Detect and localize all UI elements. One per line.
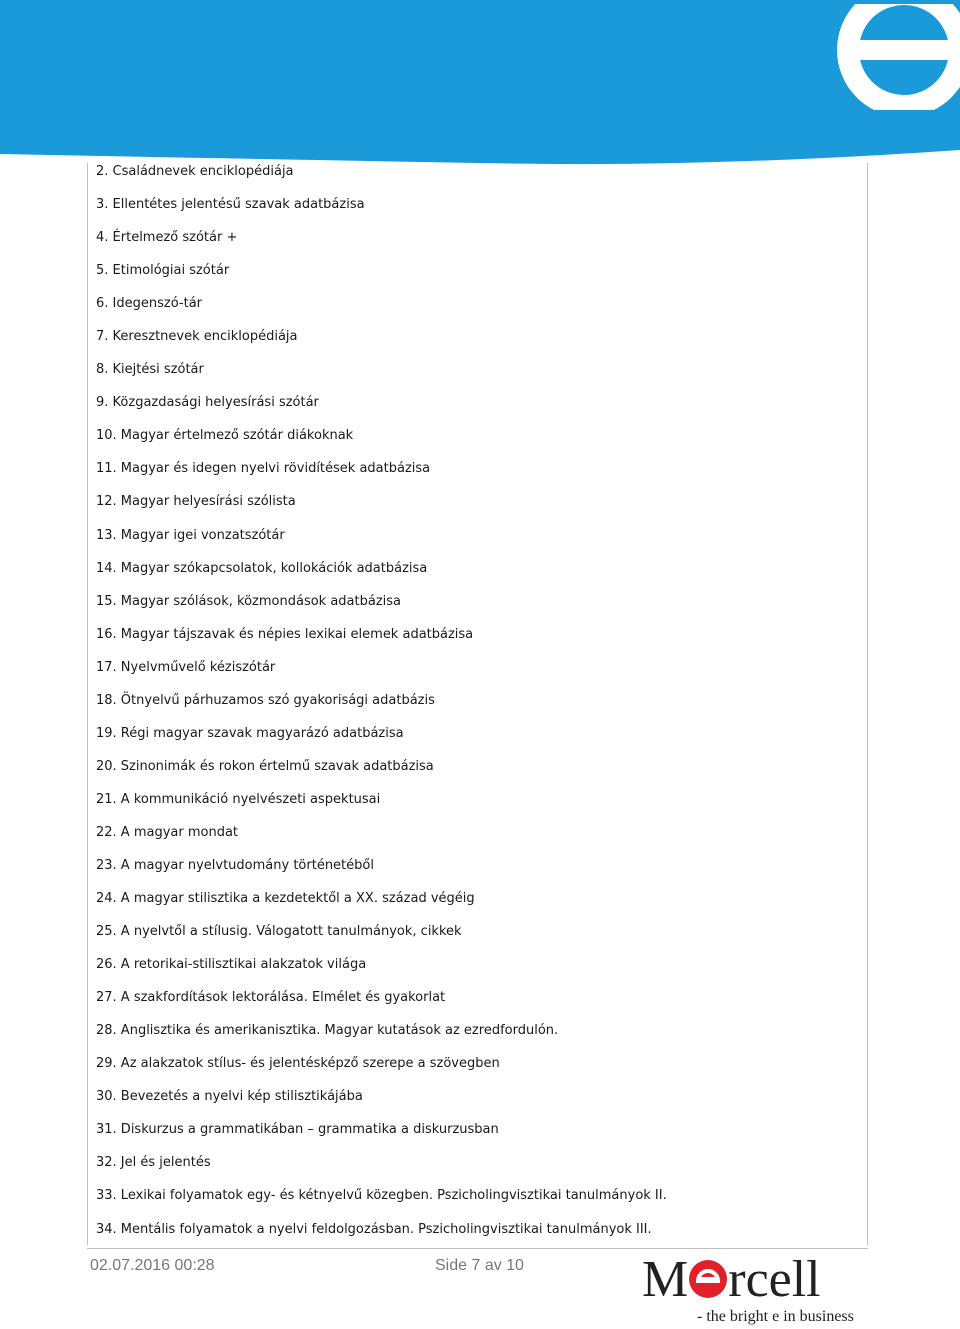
list-item: 24. A magyar stilisztika a kezdetektől a XX. század végéig <box>96 891 475 907</box>
list-item: 11. Magyar és idegen nyelvi rövidítések adatbázisa <box>96 461 431 477</box>
header-e-logo-icon <box>820 0 960 110</box>
list-item: 2. Családnevek enciklopédiája <box>96 164 294 179</box>
header-banner <box>0 0 960 165</box>
list-item: 34. Mentális folyamatok a nyelvi feldolgozásban. Pszicholingvisztikai tanulmányok III. <box>96 1221 652 1237</box>
list-item: 8. Kiejtési szótár <box>96 362 204 378</box>
list-item: 31. Diskurzus a grammatikában – grammatika a diskurzusban <box>96 1122 499 1138</box>
list-item: 10. Magyar értelmező szótár diákoknak <box>96 428 354 444</box>
list-item: 21. A kommunikáció nyelvészeti aspektusai <box>96 791 381 807</box>
list-item: 20. Szinonimák és rokon értelmű szavak adatbázisa <box>96 758 434 774</box>
list-item: 19. Régi magyar szavak magyarázó adatbázisa <box>96 725 404 741</box>
dictionary-list <box>96 162 667 1253</box>
brand-name-prefix: M <box>642 1251 689 1308</box>
list-item: 15. Magyar szólások, közmondások adatbázisa <box>96 593 402 609</box>
list-item: 7. Keresztnevek enciklopédiája <box>96 329 298 345</box>
list-item: 18. Ötnyelvű párhuzamos szó gyakorisági adatbázis <box>96 692 435 708</box>
list-item: 12. Magyar helyesírási szólista <box>96 494 296 510</box>
list-item: 4. Értelmező szótár + <box>96 230 238 246</box>
brand-e-mark-icon <box>689 1254 727 1292</box>
list-item: 26. A retorikai-stilisztikai alakzatok világa <box>96 957 367 973</box>
list-item: 30. Bevezetés a nyelvi kép stilisztikájába <box>96 1089 363 1105</box>
list-item: 6. Idegenszó-tár <box>96 296 202 312</box>
list-item: 33. Lexikai folyamatok egy- és kétnyelvű közegben. Pszicholingvisztikai tanulmányok II. <box>96 1188 667 1204</box>
list-item: 16. Magyar tájszavak és népies lexikai elemek adatbázisa <box>96 626 474 642</box>
list-item: 29. Az alakzatok stílus- és jelentésképző szerepe a szövegben <box>96 1056 500 1072</box>
list-item: 3. Ellentétes jelentésű szavak adatbázisa <box>96 197 365 213</box>
list-item: 25. A nyelvtől a stílusig. Válogatott tanulmányok, cikkek <box>96 924 462 940</box>
list-item: 28. Anglisztika és amerikanisztika. Magyar kutatások az ezredfordulón. <box>96 1023 559 1039</box>
brand-name <box>642 1252 821 1308</box>
list-item: 5. Etimológiai szótár <box>96 263 230 279</box>
list-item: 17. Nyelvművelő kéziszótár <box>96 659 276 675</box>
list-item: 14. Magyar szókapcsolatok, kollokációk adatbázisa <box>96 560 428 576</box>
footer-page-number: Side 7 av 10 <box>435 1257 524 1274</box>
list-item: 22. A magyar mondat <box>96 824 239 840</box>
brand-name-suffix: rcell <box>728 1251 821 1308</box>
list-item: 13. Magyar igei vonzatszótár <box>96 527 285 543</box>
list-item: 32. Jel és jelentés <box>96 1155 211 1171</box>
list-item: 27. A szakfordítások lektorálása. Elmélet és gyakorlat <box>96 990 446 1006</box>
marcell-logo <box>642 1252 872 1329</box>
footer-date: 02.07.2016 00:28 <box>90 1257 215 1274</box>
brand-tagline: - the bright e in business <box>697 1308 854 1325</box>
list-item: 9. Közgazdasági helyesírási szótár <box>96 395 319 411</box>
list-item: 23. A magyar nyelvtudomány történetéből <box>96 857 374 873</box>
